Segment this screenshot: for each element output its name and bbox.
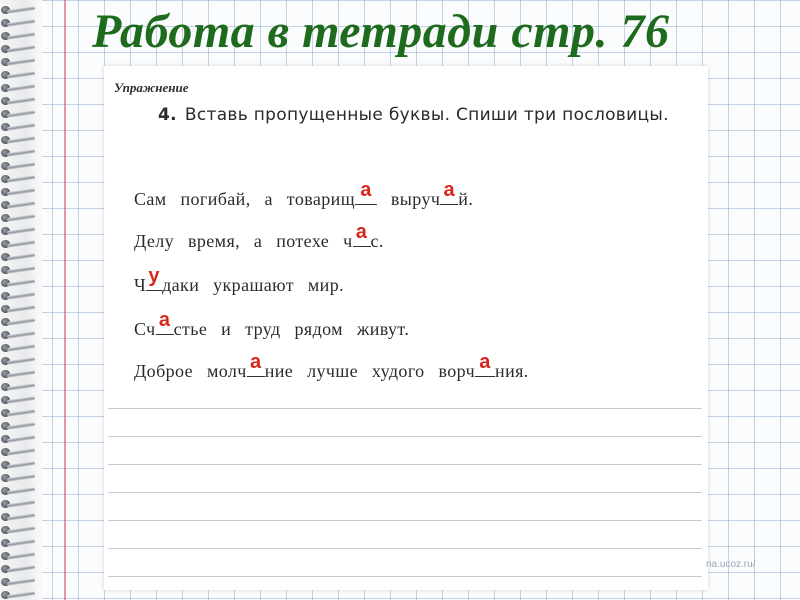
spiral-ring	[1, 110, 35, 118]
spiral-ring	[1, 383, 35, 391]
spiral-ring	[1, 513, 35, 521]
spiral-ring	[1, 292, 35, 300]
writing-line	[108, 520, 702, 521]
spiral-ring	[1, 84, 35, 92]
spiral-ring	[1, 279, 35, 287]
ring-wire	[7, 474, 35, 482]
spiral-ring	[1, 6, 35, 14]
ring-wire	[7, 266, 35, 274]
ring-wire	[7, 201, 35, 209]
spiral-ring	[1, 539, 35, 547]
ring-wire	[7, 84, 35, 92]
spiral-ring	[1, 58, 35, 66]
gap	[475, 351, 495, 377]
ring-wire	[7, 591, 35, 599]
ring-wire	[7, 110, 35, 118]
ring-wire	[7, 6, 35, 14]
spiral-ring	[1, 578, 35, 586]
spiral-ring	[1, 331, 35, 339]
ring-wire	[7, 552, 35, 560]
proverb-2: Делу время, а потехе ч а с.	[134, 221, 384, 251]
spiral-ring	[1, 201, 35, 209]
ring-wire	[7, 526, 35, 534]
exercise-number: 4.	[158, 105, 177, 125]
proverb-5: Доброе молч а ние лучше худого ворч а ния.	[134, 351, 529, 381]
ring-wire	[7, 71, 35, 79]
ring-wire	[7, 331, 35, 339]
spiral-ring	[1, 422, 35, 430]
spiral-ring	[1, 227, 35, 235]
proverb-1: Сам погибай, а товарищ а выруч а й.	[134, 179, 474, 209]
ring-wire	[7, 305, 35, 313]
spiral-ring	[1, 435, 35, 443]
spiral-ring	[1, 266, 35, 274]
spiral-ring	[1, 97, 35, 105]
ring-wire	[7, 396, 35, 404]
spiral-ring	[1, 474, 35, 482]
ring-wire	[7, 123, 35, 131]
ring-wire	[7, 513, 35, 521]
ring-wire	[7, 136, 35, 144]
spiral-ring	[1, 591, 35, 599]
ring-wire	[7, 149, 35, 157]
ring-wire	[7, 578, 35, 586]
ring-wire	[7, 435, 35, 443]
ring-wire	[7, 487, 35, 495]
ring-wire	[7, 162, 35, 170]
spiral-ring	[1, 123, 35, 131]
writing-line	[108, 576, 702, 577]
ring-wire	[7, 240, 35, 248]
ring-wire	[7, 58, 35, 66]
spiral-ring	[1, 448, 35, 456]
spiral-ring	[1, 500, 35, 508]
spiral-ring	[1, 149, 35, 157]
answer-letter: а	[158, 309, 171, 331]
spiral-ring	[1, 71, 35, 79]
answer-letter: а	[355, 221, 368, 243]
spiral-binding	[0, 0, 42, 600]
textbook-page	[104, 66, 708, 590]
writing-line	[108, 548, 702, 549]
spiral-ring	[1, 162, 35, 170]
ring-wire	[7, 97, 35, 105]
spiral-ring	[1, 487, 35, 495]
ring-wire	[7, 344, 35, 352]
spiral-ring	[1, 552, 35, 560]
gap	[156, 309, 174, 335]
spiral-ring	[1, 136, 35, 144]
ring-wire	[7, 500, 35, 508]
proverb-3: Ч у даки украшают мир.	[134, 265, 345, 295]
ring-wire	[7, 565, 35, 573]
gap	[355, 179, 377, 205]
writing-line	[108, 436, 702, 437]
spiral-ring	[1, 175, 35, 183]
watermark-url: na.ucoz.ru/	[706, 559, 756, 570]
spiral-ring	[1, 45, 35, 53]
ring-wire	[7, 292, 35, 300]
ring-wire	[7, 45, 35, 53]
gap	[440, 179, 458, 205]
spiral-ring	[1, 188, 35, 196]
proverb-4: Сч а стье и труд рядом живут.	[134, 309, 410, 339]
ring-wire	[7, 175, 35, 183]
spiral-ring	[1, 461, 35, 469]
gap	[146, 265, 162, 291]
writing-line	[108, 492, 702, 493]
spiral-ring	[1, 396, 35, 404]
ring-wire	[7, 409, 35, 417]
spiral-ring	[1, 357, 35, 365]
spiral-ring	[1, 240, 35, 248]
ring-wire	[7, 383, 35, 391]
ring-wire	[7, 539, 35, 547]
answer-letter: у	[148, 265, 160, 287]
spiral-ring	[1, 409, 35, 417]
spiral-ring	[1, 370, 35, 378]
exercise-instruction: Вставь пропущенные буквы. Спиши три пословицы.	[184, 105, 669, 125]
exercise-label: Упражнение	[114, 80, 189, 95]
exercise-task	[158, 102, 703, 128]
gap	[247, 351, 265, 377]
ring-wire	[7, 253, 35, 261]
notebook-margin-line	[64, 0, 66, 600]
spiral-ring	[1, 214, 35, 222]
ring-wire	[7, 227, 35, 235]
ring-wire	[7, 448, 35, 456]
writing-line	[108, 464, 702, 465]
ring-wire	[7, 19, 35, 27]
ring-wire	[7, 32, 35, 40]
ring-wire	[7, 214, 35, 222]
answer-letter: а	[479, 351, 491, 373]
spiral-ring	[1, 526, 35, 534]
spiral-ring	[1, 253, 35, 261]
ring-wire	[7, 318, 35, 326]
ring-wire	[7, 370, 35, 378]
gap	[353, 221, 371, 247]
page-title: Работа в тетради стр. 76	[92, 5, 670, 58]
spiral-ring	[1, 19, 35, 27]
spiral-ring	[1, 344, 35, 352]
spiral-ring	[1, 32, 35, 40]
answer-letter: а	[249, 351, 262, 373]
ring-wire	[7, 279, 35, 287]
answer-letter: а	[443, 179, 456, 201]
ring-wire	[7, 188, 35, 196]
spiral-ring	[1, 565, 35, 573]
answer-letter: а	[360, 179, 372, 201]
ring-wire	[7, 357, 35, 365]
ring-wire	[7, 422, 35, 430]
spiral-ring	[1, 305, 35, 313]
ring-wire	[7, 461, 35, 469]
spiral-ring	[1, 318, 35, 326]
writing-line	[108, 408, 702, 409]
